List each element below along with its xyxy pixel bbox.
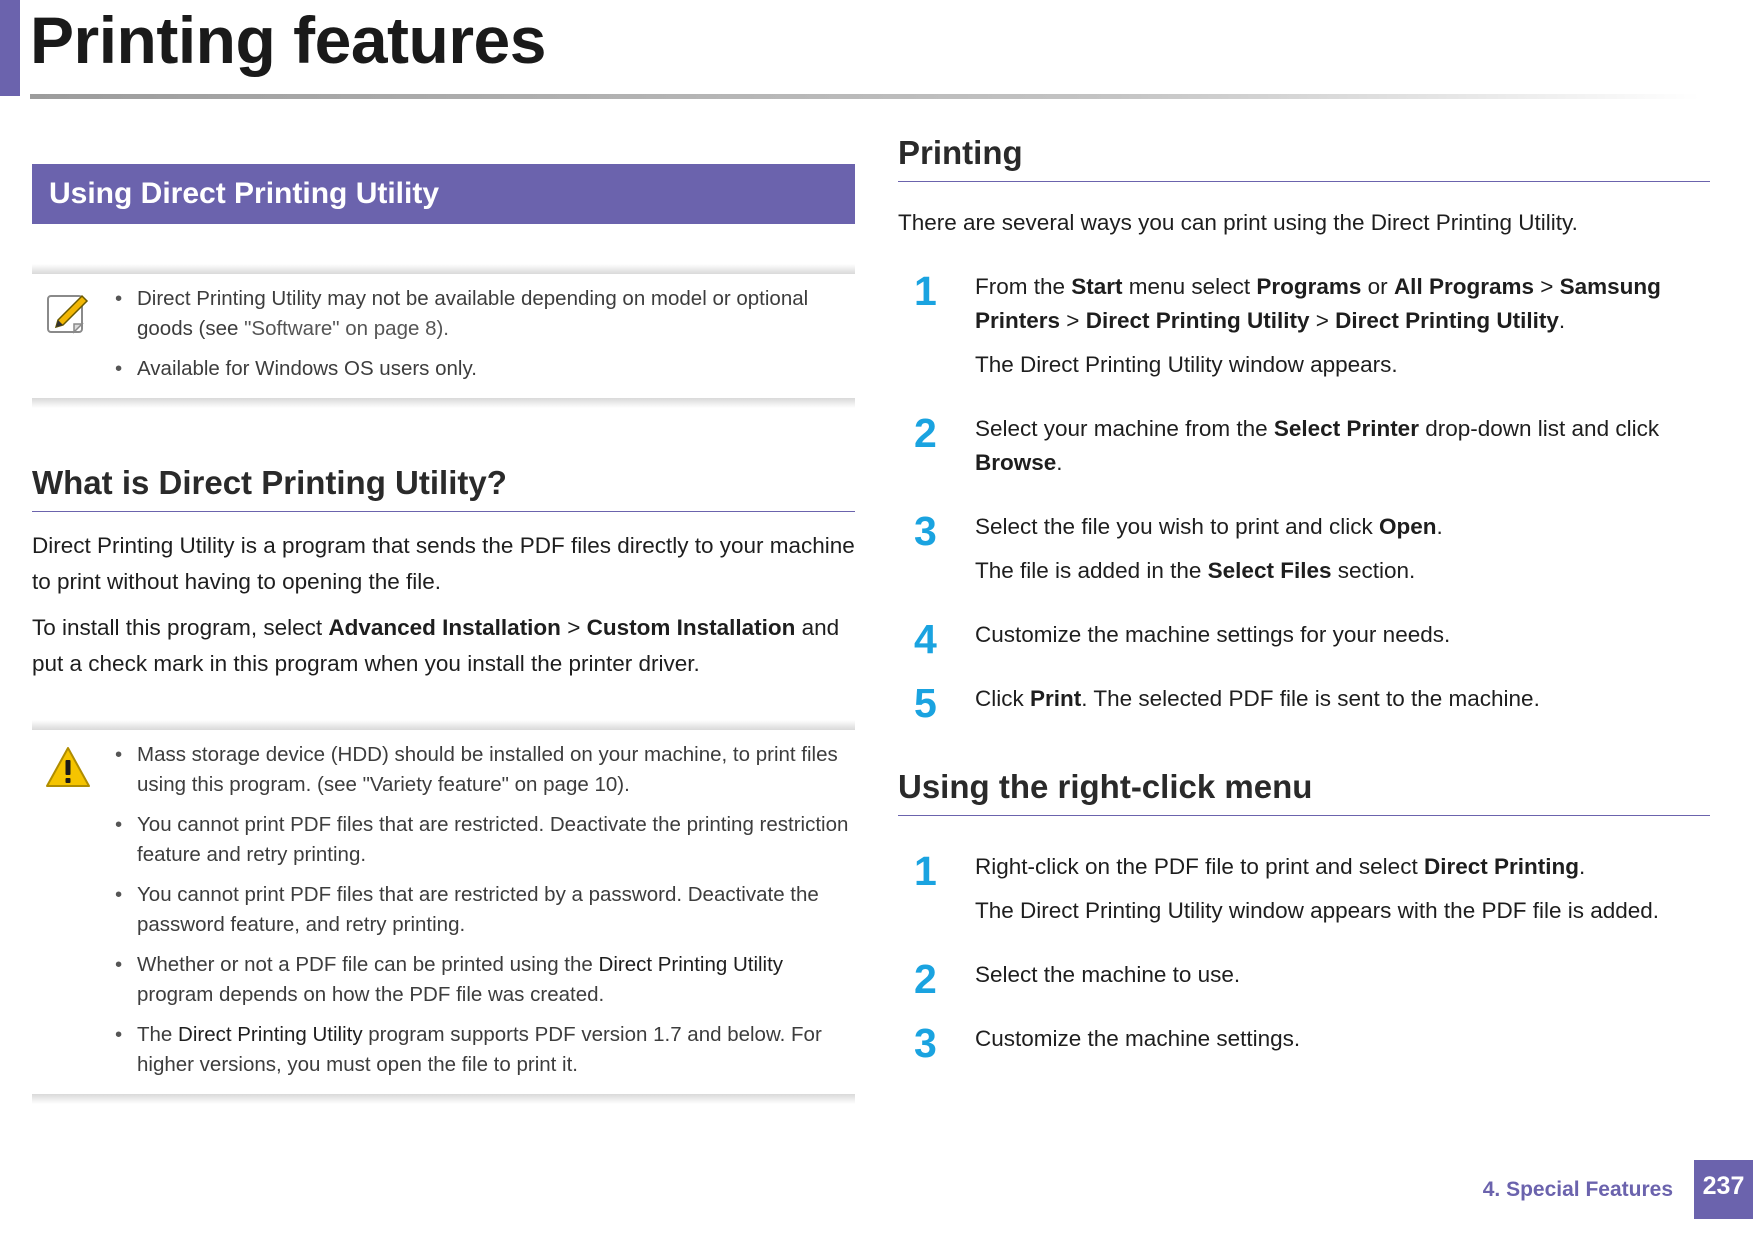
note-item: [137, 284, 855, 344]
step-result: The Direct Printing Utility window appears with the PDF file is added.: [975, 898, 1660, 923]
text-span: .: [1056, 450, 1063, 475]
step-item: [898, 270, 1710, 382]
custom-installation-label: Custom Installation: [586, 615, 796, 640]
section-banner: Using Direct Printing Utility: [32, 164, 855, 224]
step-item: [898, 510, 1710, 588]
warning-triangle-icon: [44, 744, 92, 792]
page-number-badge: 237: [1694, 1160, 1753, 1219]
text-span: .: [1558, 308, 1566, 333]
warning-item: [137, 1020, 855, 1080]
note-item-text: Direct Printing Utility may not be available depending on model or optional goods (see: [137, 287, 809, 340]
text-span: and put a check mark in this program when you install the printer driver.: [32, 615, 840, 676]
text-span: Right-click on the PDF file to print and select: [975, 854, 1424, 879]
text-span: program depends on how the PDF file was created.: [137, 983, 605, 1006]
what-is-heading: What is Direct Printing Utility?: [32, 464, 855, 512]
text-span: >: [560, 615, 587, 640]
text-span: >: [1309, 308, 1336, 333]
text-span: Select the file you wish to print and click: [975, 514, 1379, 539]
program-name: Direct Printing Utility: [178, 1023, 363, 1046]
menu-label: Start: [1071, 274, 1123, 299]
text-span: or: [1361, 274, 1394, 299]
step-result: The Direct Printing Utility window appears.: [975, 352, 1398, 377]
step-item: [898, 680, 1710, 726]
step-item: [898, 850, 1710, 928]
warning-item: • You cannot print PDF files that are restricted by a password. Deactivate the password feature, and retry printing.: [137, 880, 855, 940]
text-span: The: [137, 1023, 179, 1046]
menu-label: Print: [1030, 686, 1082, 711]
step-text: Customize the machine settings for your needs.: [975, 622, 1451, 647]
software-page-link[interactable]: "Software" on page 8).: [244, 317, 449, 340]
program-name: Direct Printing Utility: [598, 953, 784, 976]
text-span: . The selected PDF file is sent to the machine.: [1081, 686, 1540, 711]
step-text: Customize the machine settings.: [975, 1026, 1301, 1051]
text-span: drop-down list and click: [1418, 416, 1660, 441]
menu-label: All Programs: [1393, 274, 1534, 299]
step-number: 1: [914, 848, 937, 894]
printing-intro: There are several ways you can print using the Direct Printing Utility.: [898, 210, 1578, 235]
text-span: menu select: [1122, 274, 1257, 299]
menu-label: Select Files: [1207, 558, 1332, 583]
step-text: [975, 412, 1710, 480]
text-span: >: [1060, 308, 1086, 333]
printing-heading: Printing: [898, 134, 1710, 182]
text-span: Click: [975, 686, 1030, 711]
rightclick-heading: Using the right-click menu: [898, 768, 1710, 816]
step-number: 5: [914, 680, 937, 726]
step-number: 1: [914, 268, 937, 314]
step-number: 2: [914, 956, 937, 1002]
step-result: [975, 554, 1710, 588]
footer-section-label: 4. Special Features: [1482, 1178, 1673, 1201]
warning-item: • You cannot print PDF files that are restricted. Deactivate the printing restriction feature and retry printing.: [137, 810, 855, 870]
text-span: Select your machine from the: [975, 416, 1274, 441]
what-is-paragraph: Direct Printing Utility is a program that sends the PDF files directly to your machine to print without having to opening the file.: [32, 533, 855, 594]
menu-label: Select Printer: [1273, 416, 1419, 441]
menu-label: Samsung Printers: [975, 274, 1661, 333]
right-column: [898, 134, 1710, 1086]
warning-item: [137, 950, 855, 1010]
rightclick-steps: [898, 848, 1710, 1066]
step-text: [975, 270, 1710, 338]
step-number: 2: [914, 410, 937, 456]
step-text: [975, 510, 1710, 544]
header-accent-bar: [0, 0, 20, 96]
warning-callout: [32, 720, 855, 1104]
text-span: From the: [975, 274, 1072, 299]
text-span: section.: [1331, 558, 1416, 583]
text-span: To install this program, select: [32, 615, 329, 640]
menu-label: Programs: [1256, 274, 1362, 299]
install-paragraph: [32, 610, 855, 682]
menu-label: Open: [1378, 514, 1437, 539]
warning-item: • Mass storage device (HDD) should be installed on your machine, to print files using this program. (see "Variety feature" on page 10).: [137, 740, 855, 800]
text-span: >: [1533, 274, 1560, 299]
menu-label: Direct Printing: [1423, 854, 1579, 879]
step-text: Select the machine to use.: [975, 962, 1241, 987]
note-callout: [32, 264, 855, 408]
menu-label: Browse: [975, 450, 1057, 475]
note-pencil-icon: [44, 290, 92, 338]
step-text: [975, 682, 1710, 716]
note-item: • Available for Windows OS users only.: [137, 354, 855, 384]
text-span: The file is added in the: [975, 558, 1208, 583]
step-number: 3: [914, 508, 937, 554]
menu-label: Direct Printing Utility: [1335, 308, 1559, 333]
step-number: 3: [914, 1020, 937, 1066]
step-item: [898, 412, 1710, 480]
page-title: Printing features: [30, 3, 546, 77]
step-item: [898, 956, 1710, 1002]
text-span: program supports PDF version 1.7 and below. For higher versions, you must open the file to print it.: [137, 1023, 822, 1076]
step-number: 4: [914, 616, 937, 662]
title-divider: [30, 94, 1700, 99]
menu-label: Direct Printing Utility: [1085, 308, 1310, 333]
step-text: [975, 850, 1710, 884]
text-span: Whether or not a PDF file can be printed using the: [137, 953, 599, 976]
printing-steps: [898, 268, 1710, 726]
text-span: .: [1578, 854, 1586, 879]
step-item: [898, 616, 1710, 662]
step-item: [898, 1020, 1710, 1066]
left-column: [32, 164, 855, 1104]
advanced-installation-label: Advanced Installation: [328, 615, 561, 640]
text-span: .: [1436, 514, 1443, 539]
